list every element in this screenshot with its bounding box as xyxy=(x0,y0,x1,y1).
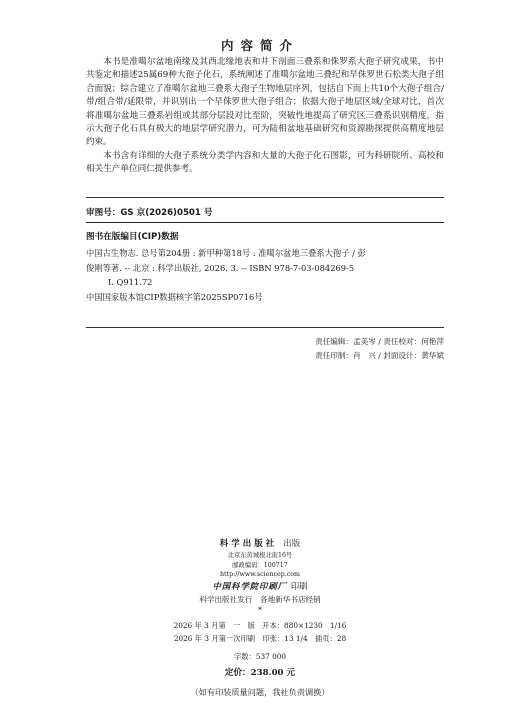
distribution-line: 科学出版社发行 各地新华书店经销 xyxy=(199,595,321,604)
cip-line: 中国古生物志. 总号第204册 : 新甲种第18号 : 准噶尔盆地三叠系大孢子 / 彭 xyxy=(86,248,366,258)
postcode-line: 邮政编码：100717 xyxy=(232,561,288,569)
separator-star: * xyxy=(258,606,262,615)
word-count: 字数：537 000 xyxy=(233,652,287,661)
publisher-logo-text: 科学出版社 xyxy=(219,539,278,549)
printer-logo-text: 中国科学院印刷厂 xyxy=(212,581,287,591)
publisher-address xyxy=(0,551,520,580)
editorial-credits xyxy=(315,335,444,363)
divider xyxy=(86,197,444,198)
page-title: 内容简介 xyxy=(220,38,299,53)
divider xyxy=(86,327,444,328)
printer-suffix: 印刷 xyxy=(290,581,308,591)
price: 定价：238.00 元 xyxy=(224,668,296,678)
cip-line: 俊刚等著. -- 北京 : 科学出版社, 2026. 3. -- ISBN 978-7-03-084269-5 xyxy=(86,262,355,273)
credit-line: 责任印制：肖 兴 / 封面设计：黄华斌 xyxy=(315,351,444,360)
abstract xyxy=(86,56,444,177)
abstract-paragraph: 本书含有详细的大孢子系统分类学内容和大量的大孢子化石图影，可为科研院所、高校和相关生产单位同仁提供参考。 xyxy=(86,150,444,175)
credit-line: 责任编辑：孟美岑 / 责任校对：何艳萍 xyxy=(315,337,444,346)
edition-line: 2026 年 3 月第 一 版 开本：880×1230 1/16 xyxy=(173,621,347,630)
cip-classification: Ⅰ. Q911.72 xyxy=(108,277,153,288)
publisher-name xyxy=(0,537,520,549)
abstract-paragraph: 本书是准噶尔盆地南缘及其西北缘地表和井下剖面三叠系和侏罗系大孢子研究成果，书中共鉴定和描述25属69种大孢子化石，系统阐述了准噶尔盆地三叠纪和早侏罗世石松类大孢子组合面貌；综合建立了准噶尔盆地三叠系大孢子生物地层序列，包括自下而上共10个大孢子组合/带/组合带/延限带，并识别出一个早侏罗世大孢子组合；依据大孢子地层区域/全球对比，首次将准噶尔盆地三叠系岩组或其部分层段对比至阶，突破性地提高了研究区三叠系识别精度，指示大孢子化石具有极大的地层学研究潜力，可为陆相盆地基础研究和资源勘探提供高精度地层约束。 xyxy=(86,57,444,148)
printing-line: 2026 年 3 月第一次印刷 印张：13 1/4 插页：28 xyxy=(173,634,347,643)
cip-record-number: 中国国家版本馆CIP数据核字第2025SP0716号 xyxy=(86,291,263,302)
edition-info xyxy=(0,619,520,645)
map-approval-number: 审图号：GS 京(2026)0501 号 xyxy=(86,208,213,218)
divider xyxy=(86,222,444,223)
cip-data xyxy=(86,246,444,304)
quality-notice: （如有印装质量问题，我社负责调换） xyxy=(190,687,330,697)
website-line: http://www.sciencep.com xyxy=(219,571,301,579)
printer-name xyxy=(0,580,520,592)
address-line: 北京东黄城根北街16号 xyxy=(227,552,293,559)
publisher-suffix: 出版 xyxy=(283,539,301,549)
cip-heading: 图书在版编目(CIP)数据 xyxy=(86,232,179,242)
